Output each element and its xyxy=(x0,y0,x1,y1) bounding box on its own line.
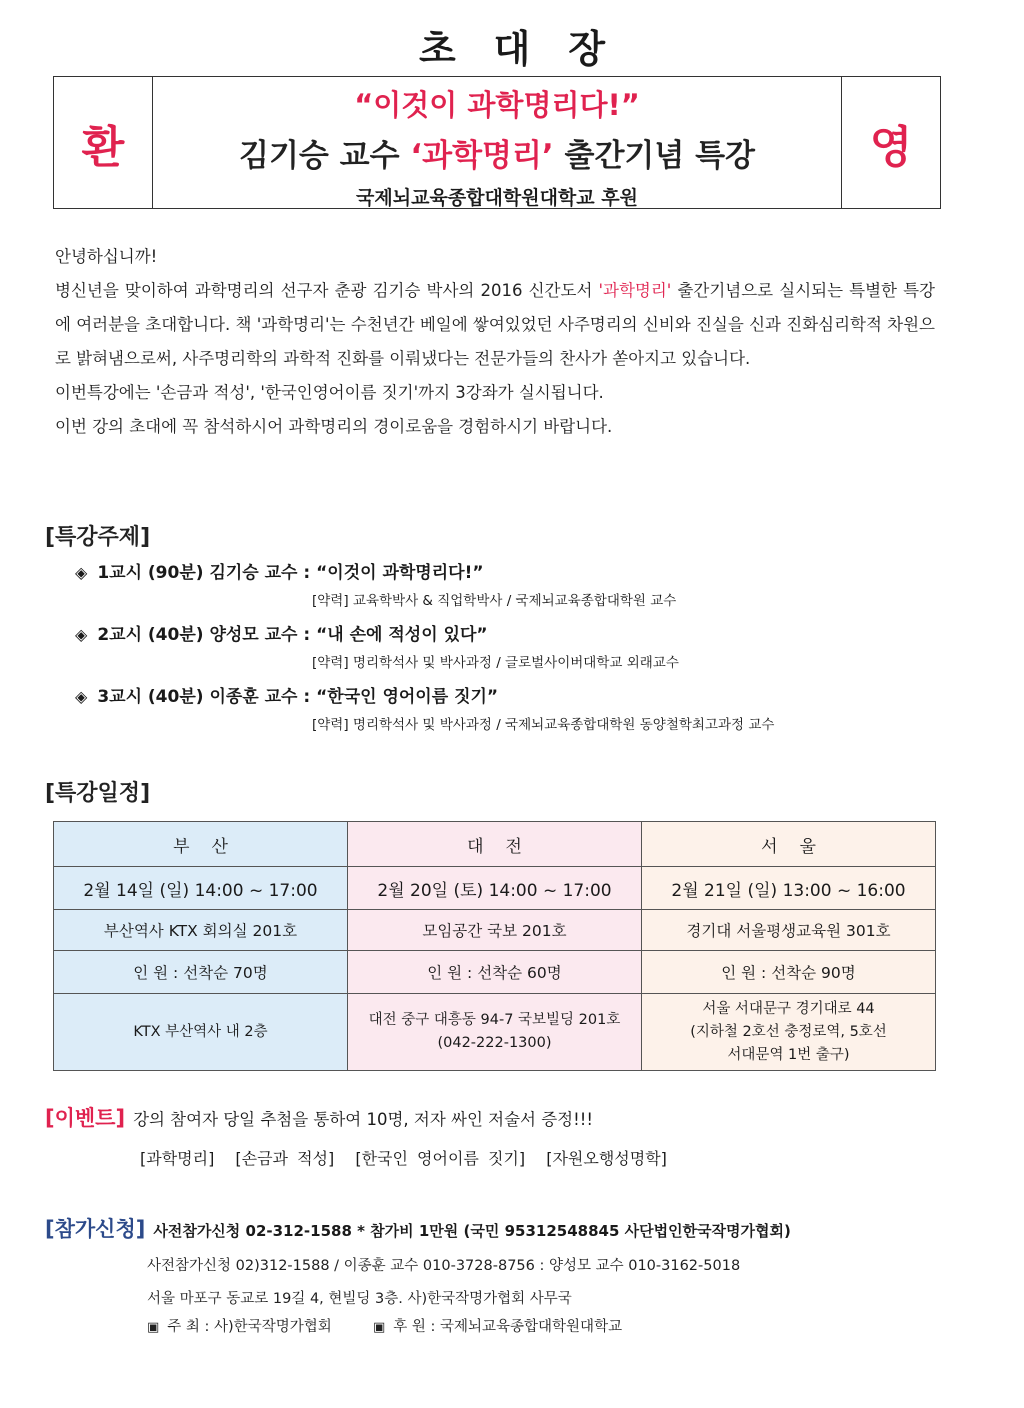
address-seoul xyxy=(642,994,936,1071)
host-text: 주 최 : 사)한국작명가협회 xyxy=(167,1319,332,1335)
lecture-2-title xyxy=(75,620,955,650)
banner-left-char: 환 xyxy=(54,77,153,208)
contact-line-2: 서울 마포구 동교로 19길 4, 현빌딩 3층. 사)한국작명가협회 사무국 xyxy=(147,1291,572,1307)
apply-text: 사전참가신청 02-312-1588 * 참가비 1만원 (국민 95312548845 사단법인한국작명가협회) xyxy=(153,1222,791,1240)
apply-tag: [참가신청] xyxy=(45,1217,146,1241)
book-item: [자원오행성명학] xyxy=(546,1149,667,1168)
address-busan xyxy=(54,994,348,1071)
book-item: [과학명리] xyxy=(140,1149,215,1168)
contact-line-1: 사전참가신청 02)312-1588 / 이종훈 교수 010-3728-8756 : 양성모 교수 010-3162-5018 xyxy=(147,1258,741,1274)
lecture-3-career: [약력] 명리학석사 및 박사과정 / 국제뇌교육종합대학원 동양철학최고과정 교수 xyxy=(312,717,775,733)
lecture-1-title-text: 1교시 (90분) 김기승 교수 : “이것이 과학명리다!” xyxy=(97,563,484,583)
address-seoul-line-1: 서울 서대문구 경기대로 44 xyxy=(702,1000,875,1017)
lecture-2-career: [약력] 명리학석사 및 박사과정 / 글로벌사이버대학교 외래교수 xyxy=(312,655,679,671)
sponsor-text: 후 원 : 국제뇌교육종합대학원대학교 xyxy=(393,1319,623,1335)
lecture-1-career: [약력] 교육학박사 & 직업학박사 / 국제뇌교육종합대학원 교수 xyxy=(312,593,677,609)
intro-paragraph-1 xyxy=(55,274,935,376)
event-book-list xyxy=(140,1146,679,1169)
banner-sponsor: 국제뇌교육종합대학원대학교 후원 xyxy=(356,187,638,209)
event-text: 강의 참여자 당일 추첨을 통하여 10명, 저자 싸인 저술서 증정!!! xyxy=(133,1110,593,1129)
intro-greeting: 안녕하십니까! xyxy=(55,247,158,266)
intro-paragraph-3: 이번 강의 초대에 꼭 참석하시어 과학명리의 경이로움을 경험하시기 바랍니다. xyxy=(55,417,613,436)
diamond-bullet-icon: ◈ xyxy=(75,563,88,582)
square-bullet-icon: ▣ xyxy=(372,1320,386,1335)
city-seoul: 서울 xyxy=(642,822,936,867)
capacity-seoul: 인 원 : 선착순 90명 xyxy=(642,951,936,994)
header-banner xyxy=(53,76,941,209)
city-daejeon: 대전 xyxy=(348,822,642,867)
schedule-table xyxy=(53,821,936,1071)
intro-text xyxy=(55,240,935,444)
address-seoul-line-3: 서대문역 1번 출구) xyxy=(727,1046,850,1063)
book-item: [손금과 적성] xyxy=(235,1149,335,1168)
address-daejeon-line-2: (042-222-1300) xyxy=(437,1035,552,1051)
schedule-heading: [특강일정] xyxy=(45,781,151,806)
lecture-1-title xyxy=(75,558,955,588)
address-seoul-line-2: (지하철 2호선 충정로역, 5호선 xyxy=(690,1023,887,1040)
table-row xyxy=(54,822,936,867)
city-busan: 부산 xyxy=(54,822,348,867)
book-item: [한국인 영어이름 짓기] xyxy=(355,1149,526,1168)
banner-main-highlight: ‘과학명리’ xyxy=(410,138,554,174)
address-daejeon xyxy=(348,994,642,1071)
apply-section xyxy=(45,1213,985,1243)
document-title: 초대장 xyxy=(418,27,644,71)
lecture-2-title-text: 2교시 (40분) 양성모 교수 : “내 손에 적성이 있다” xyxy=(97,625,488,645)
capacity-daejeon: 인 원 : 선착순 60명 xyxy=(348,951,642,994)
host-line xyxy=(147,1315,622,1336)
topics-heading: [특강주제] xyxy=(45,525,151,550)
banner-center xyxy=(153,77,841,208)
venue-seoul: 경기대 서울평생교육원 301호 xyxy=(642,910,936,951)
lecture-3-title xyxy=(75,682,955,712)
table-row xyxy=(54,951,936,994)
banner-main-post: 출간기념 특강 xyxy=(553,138,755,174)
table-row xyxy=(54,910,936,951)
banner-quote: “이것이 과학명리다!” xyxy=(354,88,640,122)
venue-daejeon: 모임공간 국보 201호 xyxy=(348,910,642,951)
diamond-bullet-icon: ◈ xyxy=(75,687,88,706)
lecture-3-title-text: 3교시 (40분) 이종훈 교수 : “한국인 영어이름 짓기” xyxy=(97,687,499,707)
table-row xyxy=(54,994,936,1071)
event-tag: [이벤트] xyxy=(45,1106,126,1130)
venue-busan: 부산역사 KTX 회의실 201호 xyxy=(54,910,348,951)
lecture-list xyxy=(75,558,955,744)
banner-main-title xyxy=(239,130,755,175)
capacity-busan: 인 원 : 선착순 70명 xyxy=(54,951,348,994)
date-daejeon: 2월 20일 (토) 14:00 ~ 17:00 xyxy=(348,867,642,910)
intro-paragraph-2: 이번특강에는 '손금과 적성', '한국인영어이름 짓기'까지 3강좌가 실시됩니다. xyxy=(55,383,604,402)
banner-right-char: 영 xyxy=(841,77,940,208)
event-section xyxy=(45,1102,965,1132)
intro-p1-highlight: '과학명리' xyxy=(598,281,672,300)
date-busan: 2월 14일 (일) 14:00 ~ 17:00 xyxy=(54,867,348,910)
intro-p1-a: 병신년을 맞이하여 과학명리의 선구자 춘광 김기승 박사의 2016 신간도서 xyxy=(55,281,599,300)
square-bullet-icon: ▣ xyxy=(147,1320,160,1335)
date-seoul: 2월 21일 (일) 13:00 ~ 16:00 xyxy=(642,867,936,910)
table-row xyxy=(54,867,936,910)
address-busan-line-1: KTX 부산역사 내 2층 xyxy=(133,1023,268,1040)
address-daejeon-line-1: 대전 중구 대흥동 94-7 국보빌딩 201호 xyxy=(368,1012,621,1028)
intro-p1-b: 출간기념으로 실시되는 특별한 특강에 여러분을 초대합니다. 책 '과학명리'는 수천년간 베일에 쌓여있었던 사주명리의 신비와 진실을 신과 진화심리학적 차원으로 밝혀냄으로써, 사주명리학의 과학적 진화를 이뤄냈다는 전문가들의 찬사가 쏟아지고 있습니다. xyxy=(55,281,935,368)
banner-main-pre: 김기승 교수 xyxy=(239,138,411,174)
diamond-bullet-icon: ◈ xyxy=(75,625,88,644)
